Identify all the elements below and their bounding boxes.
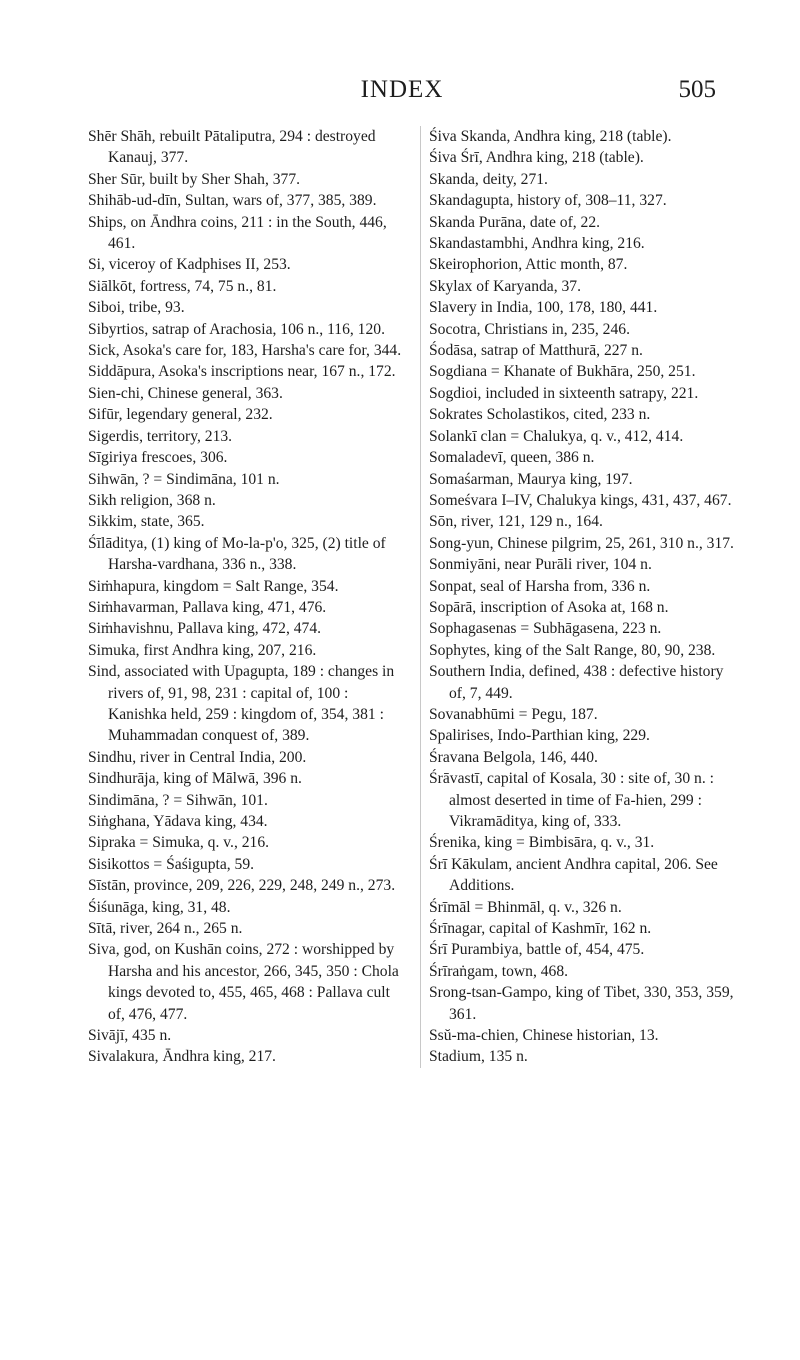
index-entry: Sipraka = Simuka, q. v., 216.	[88, 834, 270, 852]
index-entry: Sindimāna, ? = Sihwān, 101.	[88, 791, 268, 809]
index-entry: Sibyrtios, satrap of Arachosia, 106 n., 116, 120.	[88, 320, 385, 338]
index-entry: Simuka, first Andhra king, 207, 216.	[88, 641, 317, 659]
index-entry: Sikkim, state, 365.	[88, 513, 205, 531]
index-entry: Somaladevī, queen, 386 n.	[429, 449, 595, 467]
running-title: INDEX	[360, 76, 444, 103]
index-entry: Siṁhavishnu, Pallava king, 472, 474.	[88, 620, 322, 638]
index-entry: Skylax of Karyanda, 37.	[429, 277, 582, 295]
index-entry: Sihwān, ? = Sindimāna, 101 n.	[88, 470, 280, 488]
index-entry: Sītā, river, 264 n., 265 n.	[88, 920, 243, 938]
index-entry: Sick, Asoka's care for, 183, Harsha's care for, 344.	[88, 342, 402, 360]
index-entry: Śravana Belgola, 146, 440.	[429, 748, 598, 766]
index-entry: Siddāpura, Asoka's inscriptions near, 167 n., 172.	[88, 363, 396, 381]
index-entry: Solankī clan = Chalukya, q. v., 412, 414.	[429, 427, 684, 445]
index-entry: Sisikottos = Śaśigupta, 59.	[88, 855, 255, 873]
index-entry: Śīlāditya, (1) king of Mo-la-p'o, 325, (2) title of Harsha-vardhana, 336 n., 338.	[88, 534, 386, 574]
index-entry: Ships, on Āndhra coins, 211 : in the South, 446, 461.	[88, 213, 387, 253]
index-entry: Sokrates Scholastikos, cited, 233 n.	[429, 406, 651, 424]
index-entry: Sīgiriya frescoes, 306.	[88, 449, 228, 467]
index-entry: Śiśunāga, king, 31, 48.	[88, 898, 231, 916]
index-entry: Siālkōt, fortress, 74, 75 n., 81.	[88, 277, 277, 295]
index-entry: Srong-tsan-Gampo, king of Tibet, 330, 353, 359, 361.	[429, 984, 734, 1023]
index-entry: Sonpat, seal of Harsha from, 336 n.	[429, 577, 651, 595]
index-entry: Sigerdis, territory, 213.	[88, 427, 233, 445]
index-entry: Śrenika, king = Bimbisāra, q. v., 31.	[429, 834, 655, 852]
index-entry: Sovanabhūmi = Pegu, 187.	[429, 705, 598, 723]
index-entry: Spalirises, Indo-Parthian king, 229.	[429, 727, 650, 745]
index-entry: Sogdioi, included in sixteenth satrapy, 221.	[429, 384, 699, 402]
index-entry: Sien-chi, Chinese general, 363.	[88, 384, 283, 402]
index-entry: Sōn, river, 121, 129 n., 164.	[429, 513, 603, 531]
index-entry: Sophagasenas = Subhāgasena, 223 n.	[429, 620, 662, 638]
index-entry: Siva, god, on Kushān coins, 272 : worshipped by Harsha and his ancestor, 266, 345, 350 : Chola kings devoted to, 455, 465, 468 : Pallava cult of, 476, 477.	[88, 941, 399, 1023]
index-entry: Someśvara I–IV, Chalukya kings, 431, 437, 467.	[429, 491, 732, 509]
index-entry: Sivalakura, Āndhra king, 217.	[88, 1048, 276, 1066]
index-entry: Śrī Purambiya, battle of, 454, 475.	[429, 941, 645, 959]
index-entry: Sonmiyāni, near Purāli river, 104 n.	[429, 556, 652, 574]
index-entry: Śrīmāl = Bhinmāl, q. v., 326 n.	[429, 898, 622, 916]
index-entry: Sind, associated with Upagupta, 189 : changes in rivers of, 91, 98, 231 : capital of, 100 : Kanishka held, 259 : kingdom of, 354, 381 : Muhammadan conquest of, 389.	[88, 663, 395, 745]
index-entry: Siṁhapura, kingdom = Salt Range, 354.	[88, 577, 339, 595]
page-header	[88, 76, 716, 110]
index-entry: Sogdiana = Khanate of Bukhāra, 250, 251.	[429, 363, 696, 381]
index-entry: Siṁhavarman, Pallava king, 471, 476.	[88, 598, 327, 616]
index-entry: Siṅghana, Yādava king, 434.	[88, 813, 268, 830]
index-entry: Slavery in India, 100, 178, 180, 441.	[429, 299, 658, 317]
index-entry: Sindhu, river in Central India, 200.	[88, 748, 307, 766]
index-entry: Sivājī, 435 n.	[88, 1027, 172, 1045]
index-entry: Si, viceroy of Kadphises II, 253.	[88, 256, 291, 274]
index-entry: Śodāsa, satrap of Matthurā, 227 n.	[429, 342, 643, 360]
index-entry: Skanda, deity, 271.	[429, 170, 548, 188]
index-entry: Skanda Purāna, date of, 22.	[429, 213, 601, 231]
index-entry: Skandagupta, history of, 308–11, 327.	[429, 192, 667, 210]
index-entry: Sīstān, province, 209, 226, 229, 248, 249 n., 273.	[88, 877, 396, 895]
index-entry: Sikh religion, 368 n.	[88, 491, 216, 509]
left-index-column	[88, 126, 406, 1068]
index-entry: Somaśarman, Maurya king, 197.	[429, 470, 633, 488]
index-entry: Socotra, Christians in, 235, 246.	[429, 320, 630, 338]
index-entry: Sopārā, inscription of Asoka at, 168 n.	[429, 598, 669, 616]
right-index-column	[420, 126, 743, 1068]
index-entry: Śrāvastī, capital of Kosala, 30 : site of, 30 n. : almost deserted in time of Fa-hien, 299 : Vikramāditya, king of, 333.	[429, 770, 714, 830]
index-entry: Siboi, tribe, 93.	[88, 299, 185, 317]
index-entry: Sifūr, legendary general, 232.	[88, 406, 273, 424]
index-entry: Song-yun, Chinese pilgrim, 25, 261, 310 n., 317.	[429, 534, 734, 552]
index-entry: Sher Sūr, built by Sher Shah, 377.	[88, 170, 301, 188]
index-entry: Southern India, defined, 438 : defective history of, 7, 449.	[429, 663, 724, 702]
index-entry: Śiva Skanda, Andhra king, 218 (table).	[429, 128, 672, 145]
index-entry: Ssŭ-ma-chien, Chinese historian, 13.	[429, 1027, 659, 1045]
index-entry: Shēr Shāh, rebuilt Pātaliputra, 294 : destroyed Kanauj, 377.	[88, 128, 376, 167]
index-entry: Sophytes, king of the Salt Range, 80, 90, 238.	[429, 641, 716, 659]
index-entry: Śrīnagar, capital of Kashmīr, 162 n.	[429, 920, 652, 938]
index-entry: Śrīraṅgam, town, 468.	[429, 962, 569, 980]
index-entry: Śiva Śrī, Andhra king, 218 (table).	[429, 149, 644, 167]
index-entry: Sindhurāja, king of Mālwā, 396 n.	[88, 770, 302, 788]
index-entry: Skeirophorion, Attic month, 87.	[429, 256, 628, 274]
index-entry: Śrī Kākulam, ancient Andhra capital, 206. See Additions.	[429, 855, 718, 895]
page-number: 505	[678, 76, 716, 103]
index-entry: Skandastambhi, Andhra king, 216.	[429, 235, 645, 253]
index-entry: Shihāb-ud-dīn, Sultan, wars of, 377, 385, 389.	[88, 192, 377, 210]
index-entry: Stadium, 135 n.	[429, 1048, 528, 1066]
